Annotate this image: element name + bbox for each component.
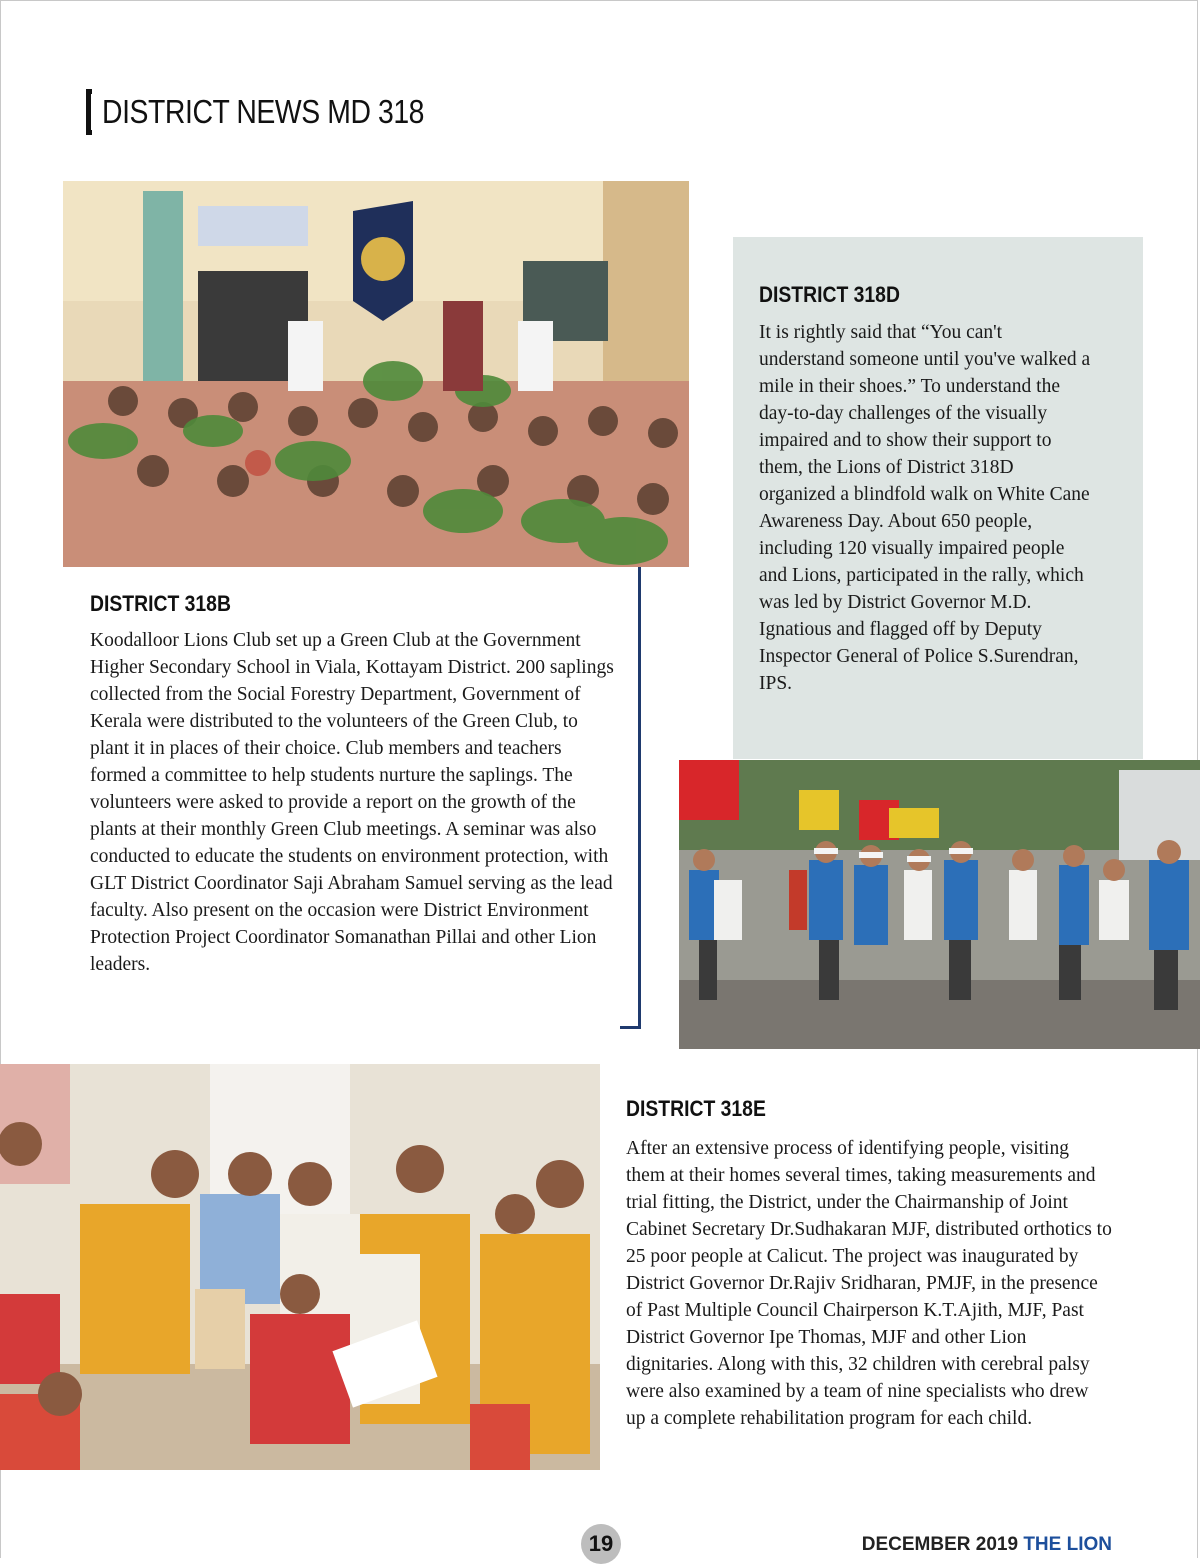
body-318e: After an extensive process of identifying people, visiting them at their homes several times, taking measurements and trial fitting, the District, under the Chairmanship of Joint Cabinet Secretary Dr.Sudhakaran MJF, distributed orthotics to 25 poor people at Calicut. The project was inaugurated by District Governor Dr.Rajiv Sridharan, PMJF, in the presence of Past Multiple Council Chairperson K.T.Ajith, MJF, Past District Governor Ipe Thomas, MJF and other Lion dignitaries. Along with this, 32 children with cerebral palsy were also examined by a team of nine specialists who drew up a complete rehabilitation program for each child.	[626, 1138, 1112, 1429]
body-318d: It is rightly said that “You can't understand someone until you've walked a mile in their shoes.” To understand the day-to-day challenges of the visually impaired and to show their support to them, the Lions of District 318D organized a blindfold walk on White Cane Awareness Day. About 650 people, including 120 visually impaired people and Lions, participated in the rally, which was led by District Governor M.D. Ignatious and flagged off by Deputy Inspector General of Police S.Surendran, IPS.	[759, 322, 1091, 694]
bracket-decoration	[86, 89, 92, 135]
section-header	[86, 88, 476, 136]
page-number	[581, 1524, 621, 1564]
footer-month: DECEMBER 2019	[861, 1534, 1019, 1555]
page-number-label: 19	[588, 1531, 614, 1556]
frame-bottom-line	[620, 1026, 641, 1029]
photo-orthotics	[0, 1064, 600, 1470]
heading-318b: DISTRICT 318B	[90, 591, 231, 616]
heading-318d: DISTRICT 318D	[759, 282, 900, 307]
body-318b: Koodalloor Lions Club set up a Green Club at the Government Higher Secondary School in Viala, Kottayam District. 200 saplings collected from the Social Forestry Department, Government of Kerala were distributed to the volunteers of the Green Club, to plant it in places of their choice. Club members and teachers formed a committee to help students nurture the saplings. The volunteers were asked to provide a report on the growth of the plants at their monthly Green Club meetings. A seminar was also conducted to educate the students on environment protection, with GLT District Coordinator Saji Abraham Samuel serving as the lead faculty. Also present on the occasion were District Environment Protection Project Coordinator Somanathan Pillai and other Lion leaders.	[90, 630, 614, 975]
frame-vertical-line	[638, 567, 641, 1029]
footer-issue	[862, 1534, 1112, 1556]
heading-318e: DISTRICT 318E	[626, 1096, 766, 1121]
section-title: DISTRICT NEWS MD 318	[102, 93, 425, 130]
footer-magazine: THE LION	[1023, 1534, 1112, 1555]
photo-green-club	[63, 181, 689, 567]
photo-blindfold-walk	[679, 760, 1200, 1049]
